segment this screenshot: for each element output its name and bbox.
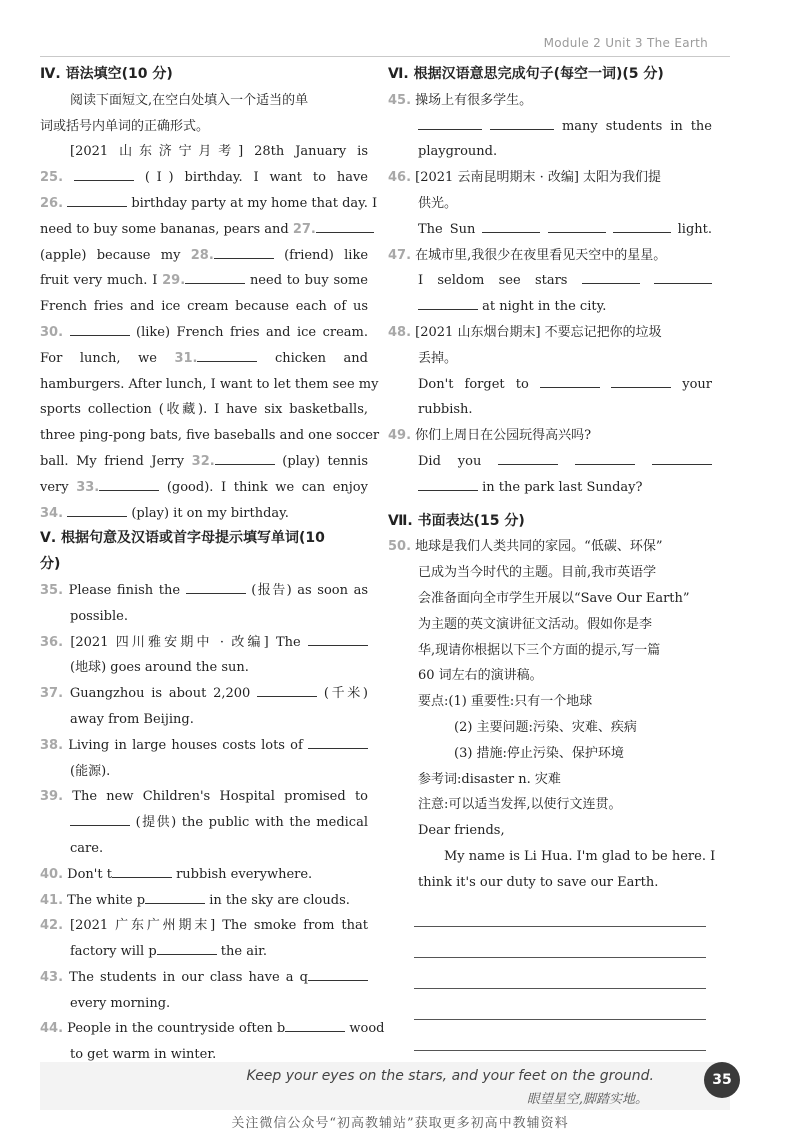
page-number: 35 bbox=[704, 1062, 740, 1098]
note: 注意:可以适当发挥,以使行文连贯。 bbox=[418, 797, 622, 813]
passage-line: (apple) because my 28. (friend) like bbox=[40, 247, 369, 263]
answer-blank[interactable] bbox=[308, 736, 368, 749]
header-divider bbox=[40, 56, 730, 57]
section-6-title: Ⅵ. 根据汉语意思完成句子(每空一词)(5 分) bbox=[388, 66, 664, 82]
footer-quote: Keep your eyes on the stars, and your feet on the ground. bbox=[246, 1068, 654, 1084]
question-41: 41. The white p in the sky are clouds. bbox=[40, 892, 350, 908]
section-5-title: Ⅴ. 根据句意及汉语或首字母提示填写单词(10 bbox=[40, 530, 325, 547]
passage-line: three ping-pong bats, five baseballs and one soccer bbox=[40, 428, 380, 444]
question-43: 43. The students in our class have a q bbox=[40, 965, 368, 991]
question-38: 38. Living in large houses costs lots of bbox=[40, 733, 368, 759]
question-48: 48. [2021 山东烟台期末] 不要忘记把你的垃圾 bbox=[388, 324, 662, 340]
answer-blank[interactable] bbox=[70, 813, 130, 826]
q25-number: 25. bbox=[40, 170, 64, 186]
key-points: 要点:(1) 重要性:只有一个地球 bbox=[418, 694, 593, 710]
promo-note: 关注微信公众号“初高教辅站”获取更多初高中教辅资料 bbox=[231, 1116, 569, 1131]
section-7-title: Ⅶ. 书面表达(15 分) bbox=[388, 512, 525, 529]
reference-words: 参考词:disaster n. 灾难 bbox=[418, 771, 561, 787]
writing-line[interactable] bbox=[414, 927, 706, 958]
answer-blank[interactable] bbox=[540, 375, 600, 388]
answer-blank[interactable] bbox=[613, 220, 671, 233]
writing-line[interactable] bbox=[414, 989, 706, 1020]
passage-line: French fries and ice cream because each of us bbox=[40, 299, 368, 315]
answer-blank[interactable] bbox=[186, 581, 246, 594]
answer-blank[interactable] bbox=[67, 194, 127, 207]
answer-blank[interactable] bbox=[316, 220, 374, 233]
question-47: 47. 在城市里,我很少在夜里看见天空中的星星。 bbox=[388, 247, 667, 263]
answer-blank[interactable] bbox=[548, 220, 606, 233]
q28-number: 28. bbox=[190, 247, 214, 263]
passage-line: fruit very much. I 29. need to buy some bbox=[40, 273, 368, 289]
section-5-title: 分) bbox=[40, 556, 61, 573]
writing-line[interactable] bbox=[414, 958, 706, 989]
answer-blank[interactable] bbox=[418, 297, 478, 310]
passage-line: 34. (play) it on my birthday. bbox=[40, 505, 289, 521]
passage-line: hamburgers. After lunch, I want to let them see my bbox=[40, 376, 379, 392]
answer-blank[interactable] bbox=[654, 271, 712, 284]
passage-line: very 33. (good). I think we can enjoy bbox=[40, 479, 368, 495]
passage-line: need to buy some bananas, pears and 27. bbox=[40, 217, 368, 243]
question-37: 37. Guangzhou is about 2,200 (千米) bbox=[40, 686, 368, 702]
answer-blank[interactable] bbox=[74, 168, 134, 181]
answer-blank[interactable] bbox=[145, 891, 205, 904]
writing-line[interactable] bbox=[414, 1020, 706, 1051]
answer-blank[interactable] bbox=[418, 117, 482, 130]
passage-line: [2021 山东济宁月考] 28th January is bbox=[70, 144, 368, 160]
question-50: 50. 地球是我们人类共同的家园。“低碳、环保” bbox=[388, 539, 663, 555]
answer-blank[interactable] bbox=[285, 1019, 345, 1032]
answer-blank[interactable] bbox=[652, 452, 712, 465]
passage-line: 30. (like) French fries and ice cream. bbox=[40, 324, 368, 340]
writing-line[interactable] bbox=[414, 896, 706, 927]
q33-number: 33. bbox=[76, 479, 100, 495]
instruction: 词或括号内单词的正确形式。 bbox=[40, 118, 210, 134]
question-35: 35. Please finish the (报告) as soon as bbox=[40, 582, 369, 598]
q32-number: 32. bbox=[191, 453, 215, 469]
answer-blank[interactable] bbox=[308, 633, 368, 646]
q29-number: 29. bbox=[162, 273, 186, 289]
instruction: 阅读下面短文,在空白处填入一个适当的单 bbox=[70, 92, 309, 108]
answer-blank[interactable] bbox=[67, 504, 127, 517]
answer-blank[interactable] bbox=[185, 271, 245, 284]
answer-blank[interactable] bbox=[99, 478, 159, 491]
greeting: Dear friends, bbox=[418, 823, 505, 839]
question-44: 44. People in the countryside often b wood bbox=[40, 1021, 385, 1037]
answer-blank[interactable] bbox=[490, 117, 554, 130]
answer-blank[interactable] bbox=[70, 323, 130, 336]
answer-blank[interactable] bbox=[157, 942, 217, 955]
answer-blank[interactable] bbox=[498, 452, 558, 465]
q31-number: 31. bbox=[174, 350, 198, 366]
answer-blank[interactable] bbox=[257, 684, 317, 697]
answer-blank[interactable] bbox=[197, 349, 257, 362]
section-4-title: Ⅳ. 语法填空(10 分) bbox=[40, 66, 173, 82]
passage-line: 25. (Ⅰ) birthday. I want to have bbox=[40, 170, 368, 186]
answer-blank[interactable] bbox=[214, 246, 274, 259]
answer-blank[interactable] bbox=[112, 865, 172, 878]
answer-blank[interactable] bbox=[308, 968, 368, 981]
answer-blank[interactable] bbox=[215, 452, 275, 465]
q30-number: 30. bbox=[40, 324, 64, 340]
right-column: Ⅵ. 根据汉语意思完成句子(每空一词)(5 分) 45. 操场上有很多学生。 many students in the playground. 46. [2021 云南昆明期末 · 改编] 太阳为我们提 供光。 The Sun light. 47. 在城市里,我很少在夜里看见天空中的星星。 I seldom see stars at night in the city. 48. [2021 山东烟台期末] 不要忘记把你的垃圾 丢掉。 Don't forget to your rubbish. 49. 你们上周日在公园玩得高兴吗? Did you in the park last Sunday? Ⅶ. 书面表达(15 分) 50. 地球是我们人类共同的家园。“低碳、环保” 已成为当今时代的主题。目前,我市英语学 会准备面向全市学生开展以“Save Our Earth” 为主题的英文演讲征文活动。假如你是李 华,现请你根据以下三个方面的提示,写一篇 60 词左右的演讲稿。 要点:(1) 重要性:只有一个地球 (2) 主要问题:污染、灾难、疾病 (3) 措施:停止污染、保护环境 参考词:disaster n. 灾难 注意:可以适当发挥,以使行文连贯。 Dear friends, My name is Li Hua. I'm glad to be here. I think it's our duty to save our Earth. bbox=[388, 62, 712, 1051]
q27-number: 27. bbox=[292, 221, 316, 237]
left-column: Ⅳ. 语法填空(10 分) 阅读下面短文,在空白处填入一个适当的单 词或括号内单词的正确形式。 [2021 山东济宁月考] 28th January is 25. (Ⅰ) birthday. I want to have 26. birthday party at my home that day. I need to buy some bananas, pears and 27. (apple) because my 28. (friend) like fruit very much. I 29. need to buy some French fries and ice cream because each of us 30. (like) French fries and ice cream. For lunch, we 31. chicken and hamburgers. After lunch, I want to let them see my sports collection (收藏). I have six basketballs, three ping-pong bats, five baseballs and one soccer ball. My friend Jerry 32. (play) tennis very 33. (good). I think we can enjoy 34. (play) it on my birthday. Ⅴ. 根据句意及汉语或首字母提示填写单词(10 分) 35. Please finish the (报告) as soon as possible. 36. [2021 四川雅安期中 · 改编] The (地球) goes around the sun. 37. Guangzhou is about 2,200 (千米) away from Beijing. 38. Living in large houses costs lots of (能源). 39. The new Children's Hospital promised to (提供) the public with the medical care. 40. Don't t rubbish everywhere. 41. The white p in the sky are clouds. 42. [2021 广东广州期末] The smoke from that factory will p the air. 43. The students in our class have a q every morning. 44. People in the countryside often b wood to get warm in winter. bbox=[40, 62, 368, 1068]
q26-number: 26. bbox=[40, 195, 64, 211]
question-49: 49. 你们上周日在公园玩得高兴吗? bbox=[388, 428, 592, 444]
question-46: 46. [2021 云南昆明期末 · 改编] 太阳为我们提 bbox=[388, 170, 662, 186]
answer-blank[interactable] bbox=[418, 478, 478, 491]
passage-line: ball. My friend Jerry 32. (play) tennis bbox=[40, 453, 369, 469]
unit-header: Module 2 Unit 3 The Earth bbox=[543, 36, 708, 50]
question-40: 40. Don't t rubbish everywhere. bbox=[40, 866, 313, 882]
passage-line: sports collection (收藏). I have six basketballs, bbox=[40, 402, 368, 418]
question-45: 45. 操场上有很多学生。 bbox=[388, 92, 533, 108]
passage-line: 26. birthday party at my home that day. I bbox=[40, 195, 378, 211]
question-39: 39. The new Children's Hospital promised to bbox=[40, 789, 369, 805]
answer-blank[interactable] bbox=[482, 220, 540, 233]
footer-quote-chinese: 眼望星空,脚踏实地。 bbox=[526, 1092, 648, 1107]
passage-line: For lunch, we 31. chicken and bbox=[40, 350, 368, 366]
question-36: 36. [2021 四川雅安期中 · 改编] The bbox=[40, 630, 368, 656]
answer-blank[interactable] bbox=[611, 375, 671, 388]
answer-blank[interactable] bbox=[575, 452, 635, 465]
question-42: 42. [2021 广东广州期末] The smoke from that bbox=[40, 918, 368, 934]
answer-blank[interactable] bbox=[582, 271, 640, 284]
q34-number: 34. bbox=[40, 505, 64, 521]
